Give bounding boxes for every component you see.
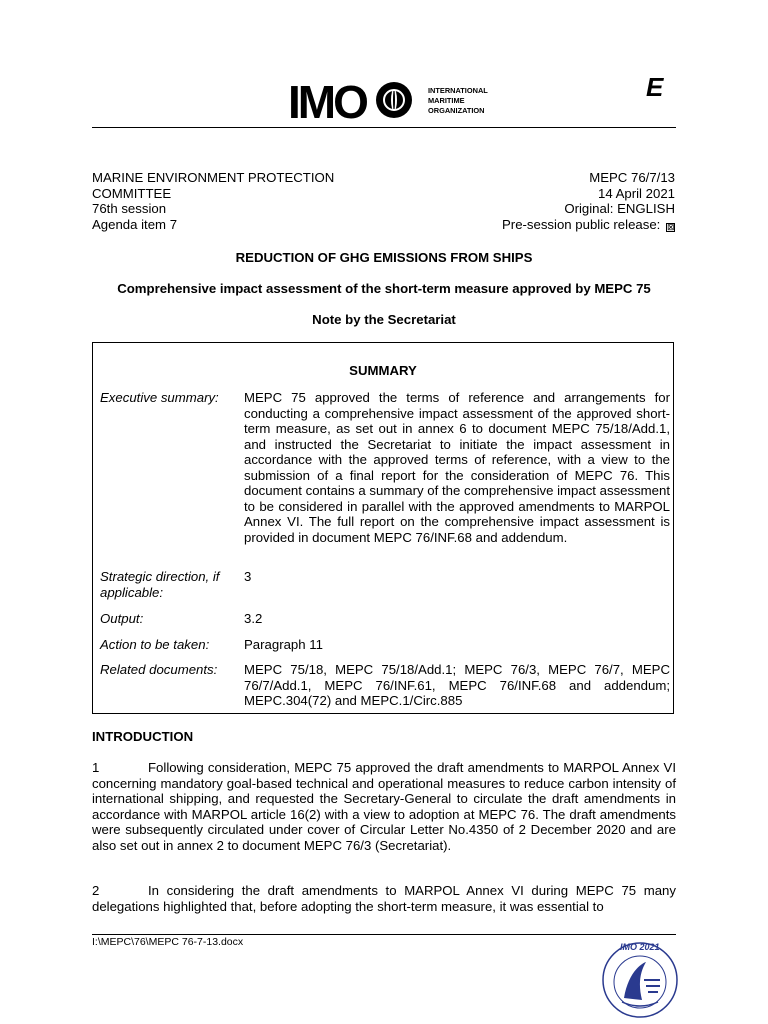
summary-heading: SUMMARY: [349, 363, 417, 378]
summary-label: Output:: [100, 611, 144, 626]
document-title: REDUCTION OF GHG EMISSIONS FROM SHIPS: [235, 250, 533, 265]
note-by: Note by the Secretariat: [312, 312, 456, 327]
paragraph-text: Following consideration, MEPC 75 approved the draft amendments to MARPOL Annex VI concerning mandatory goal-based technical and operational measures to reduce carbon intensity of international shipping, and requested the Secretary-General to circulate the draft amendments in accordance with MARPOL article 16(2) with a view to adoption at MEPC 76. The draft amendments were subsequently circulated under cover of Circular Letter No.4350 of 2 December 2020 and are also set out in annex 2 to document MEPC 76/3 (Secretariat).: [92, 760, 676, 853]
paragraph: [92, 760, 676, 853]
file-path: I:\MEPC\76\MEPC 76-7-13.docx: [92, 936, 244, 948]
language-code: E: [646, 72, 664, 102]
document-subtitle: Comprehensive impact assessment of the short-term measure approved by MEPC 75: [117, 281, 651, 296]
committee-info: [92, 170, 334, 232]
committee-line-1: MARINE ENVIRONMENT PROTECTION: [92, 170, 335, 185]
summary-label: Action to be taken:: [100, 637, 210, 652]
header-rule: [92, 127, 676, 128]
summary-label: Strategic direction, if applicable:: [100, 569, 220, 600]
checkbox-checked-icon: ⊠: [667, 221, 675, 232]
paragraph-text: In considering the draft amendments to MARPOL Annex VI during MEPC 75 many delegations highlighted that, before adopting the short-term measure, it was essential to: [92, 883, 676, 914]
committee-line-2: COMMITTEE: [92, 185, 172, 201]
footer-rule: [92, 934, 676, 935]
summary-value: MEPC 75/18, MEPC 75/18/Add.1; MEPC 76/3, MEPC 76/7, MEPC 76/7/Add.1, MEPC 76/INF.61, MEPC 76/INF.68 and addendum; MEPC.304(72) and MEPC.1/Circ.885: [244, 662, 670, 708]
agenda-item: Agenda item 7: [92, 216, 178, 232]
logo-wordmark: IMO: [288, 76, 366, 128]
organization-name: INTERNATIONAL MARITIME ORGANIZATION: [428, 86, 488, 115]
document-date: 14 April 2021: [598, 185, 675, 201]
seal-text: IMO 2021: [620, 942, 660, 952]
release-line: Pre-session public release: ⊠: [502, 216, 675, 232]
summary-value: 3.2: [244, 611, 263, 626]
summary-value: 3: [244, 569, 252, 584]
globe-icon: [376, 82, 412, 118]
imo-logo: [288, 78, 518, 126]
summary-value: Paragraph 11: [244, 637, 323, 652]
paragraph-number: 1: [92, 760, 100, 775]
section-heading: INTRODUCTION: [92, 729, 194, 744]
document-symbol: MEPC 76/7/13: [589, 170, 675, 185]
anniversary-seal-icon: [600, 940, 680, 1020]
summary-value: MEPC 75 approved the terms of reference and arrangements for conducting a comprehensive impact assessment of the approved short-term measure, as set out in annex 6 to document MEPC 75/18/Add.1, and instructed the Secretariat to initiate the impact assessment in accordance with the approved terms of reference, with a view to the submission of a final report for the consideration of MEPC 76. This document contains a summary of the comprehensive impact assessment to be considered in parallel with the approved amendments to MARPOL Annex VI. The full report on the comprehensive impact assessment is provided in document MEPC 76/INF.68 and addendum.: [244, 390, 670, 545]
summary-label: Executive summary:: [100, 390, 219, 405]
paragraph-number: 2: [92, 883, 100, 898]
summary-box: [92, 342, 674, 714]
summary-label: Related documents:: [100, 662, 218, 677]
document-info: [460, 170, 675, 232]
session: 76th session: [92, 201, 167, 216]
paragraph: [92, 883, 676, 914]
original-language: Original: ENGLISH: [564, 201, 675, 216]
